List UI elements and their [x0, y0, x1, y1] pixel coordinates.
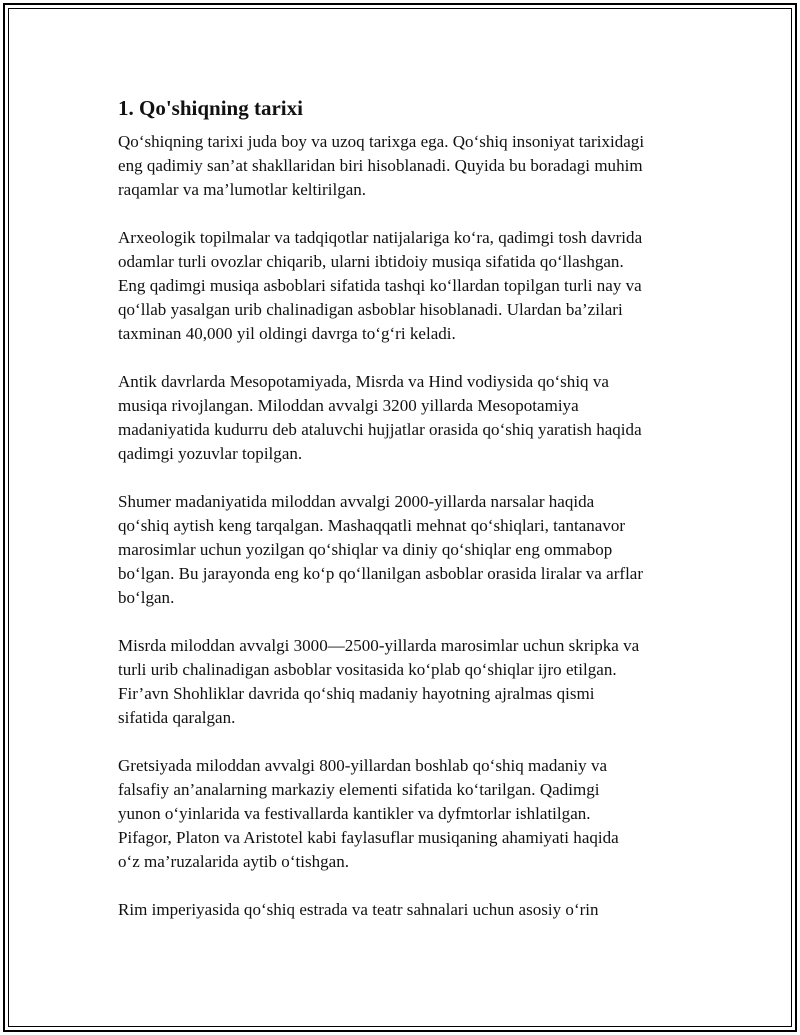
text-line: Qo‘shiqning tarixi juda boy va uzoq tarixga ega. Qo‘shiq insoniyat tarixidagi: [118, 132, 645, 151]
paragraph: [118, 490, 698, 610]
paragraph: [118, 898, 698, 922]
text-line: Antik davrlarda Mesopotamiyada, Misrda va Hind vodiysida qo‘shiq va: [118, 372, 609, 391]
text-line: yunon o‘yinlarida va festivallarda kantikler va dyfmtorlar ishlatilgan.: [118, 804, 591, 823]
text-line: eng qadimiy san’at shakllaridan biri hisoblanadi. Quyida bu boradagi muhim: [118, 156, 643, 175]
paragraph: [118, 130, 698, 202]
text-line: o‘z ma’ruzalarida aytib o‘tishgan.: [118, 852, 350, 871]
text-line: Fir’avn Shohliklar davrida qo‘shiq madaniy hayotning ajralmas qismi: [118, 684, 595, 703]
text-line: Eng qadimgi musiqa asboblari sifatida tashqi ko‘llardan topilgan turli nay va: [118, 276, 642, 295]
document-content: [118, 94, 698, 946]
text-line: Arxeologik topilmalar va tadqiqotlar natijalariga ko‘ra, qadimgi tosh davrida: [118, 228, 643, 247]
text-line: madaniyatida kudurru deb ataluvchi hujjatlar orasida qo‘shiq yaratish haqida: [118, 420, 642, 439]
text-line: Rim imperiyasida qo‘shiq estrada va teatr sahnalari uchun asosiy o‘rin: [118, 900, 599, 919]
text-line: raqamlar va ma’lumotlar keltirilgan.: [118, 180, 367, 199]
paragraph: [118, 634, 698, 730]
text-line: Misrda miloddan avvalgi 3000—2500-yillarda marosimlar uchun skripka va: [118, 636, 640, 655]
paragraph: [118, 754, 698, 874]
text-line: marosimlar uchun yozilgan qo‘shiqlar va diniy qo‘shiqlar eng ommabop: [118, 540, 613, 559]
text-line: Shumer madaniyatida miloddan avvalgi 2000-yillarda narsalar haqida: [118, 492, 595, 511]
text-line: falsafiy an’analarning markaziy elementi sifatida ko‘tarilgan. Qadimgi: [118, 780, 600, 799]
text-line: musiqa rivojlangan. Miloddan avvalgi 3200 yillarda Mesopotamiya: [118, 396, 579, 415]
paragraph: [118, 370, 698, 466]
text-line: qo‘llab yasalgan urib chalinadigan asboblar hisoblanadi. Ulardan ba’zilari: [118, 300, 623, 319]
paragraph: [118, 226, 698, 346]
text-line: qo‘shiq aytish keng tarqalgan. Mashaqqatli mehnat qo‘shiqlari, tantanavor: [118, 516, 626, 535]
text-line: bo‘lgan.: [118, 588, 175, 607]
text-line: Gretsiyada miloddan avvalgi 800-yillardan boshlab qo‘shiq madaniy va: [118, 756, 608, 775]
text-line: sifatida qaralgan.: [118, 708, 236, 727]
text-line: Pifagor, Platon va Aristotel kabi faylasuflar musiqaning ahamiyati haqida: [118, 828, 619, 847]
section-heading: 1. Qo'shiqning tarixi: [118, 96, 303, 120]
text-line: odamlar turli ovozlar chiqarib, ularni ibtidoiy musiqa sifatida qo‘llashgan.: [118, 252, 624, 271]
text-line: taxminan 40,000 yil oldingi davrga to‘g‘ri keladi.: [118, 324, 456, 343]
text-line: turli urib chalinadigan asboblar vositasida ko‘plab qo‘shiqlar ijro etilgan.: [118, 660, 617, 679]
text-line: qadimgi yozuvlar topilgan.: [118, 444, 303, 463]
text-line: bo‘lgan. Bu jarayonda eng ko‘p qo‘llanilgan asboblar orasida liralar va arflar: [118, 564, 644, 583]
